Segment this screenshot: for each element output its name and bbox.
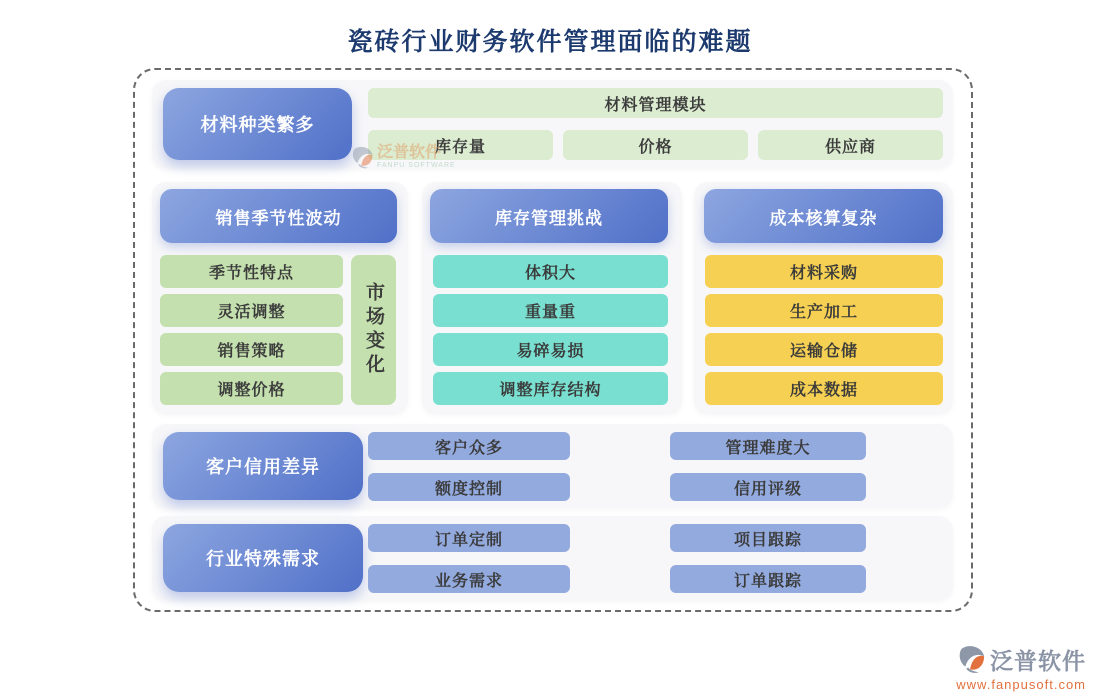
materials-module-bar: 材料管理模块: [368, 88, 943, 118]
seasonal-item-2: 销售策略: [160, 333, 343, 366]
section-seasonal: [152, 182, 408, 414]
special-item-3: 订单跟踪: [670, 565, 866, 593]
credit-header-node: 客户信用差异: [163, 432, 363, 500]
materials-header-node: 材料种类繁多: [163, 88, 352, 160]
footer-brand-block: [956, 643, 1086, 692]
footer-brand-name: 泛普软件: [990, 648, 1086, 674]
inventory-item-1: 重量重: [433, 294, 668, 327]
seasonal-item-0: 季节性特点: [160, 255, 343, 288]
seasonal-header-node: 销售季节性波动: [160, 189, 397, 243]
section-cost: [694, 182, 953, 414]
inventory-header-node: 库存管理挑战: [430, 189, 668, 243]
section-credit: [152, 424, 953, 508]
credit-item-2: 额度控制: [368, 473, 570, 501]
cost-item-2: 运输仓储: [705, 333, 943, 366]
cost-item-0: 材料采购: [705, 255, 943, 288]
inventory-item-3: 调整库存结构: [433, 372, 668, 405]
footer-url-link[interactable]: www.fanpusoft.com: [956, 677, 1086, 692]
cost-item-1: 生产加工: [705, 294, 943, 327]
inventory-item-2: 易碎易损: [433, 333, 668, 366]
cost-header-node: 成本核算复杂: [704, 189, 943, 243]
inventory-item-0: 体积大: [433, 255, 668, 288]
special-item-1: 项目跟踪: [670, 524, 866, 552]
watermark-brand: 泛普软件: [377, 144, 442, 161]
page-title: 瓷砖行业财务软件管理面临的难题: [347, 28, 753, 56]
materials-item-inventory-qty: 库存量: [368, 130, 553, 160]
seasonal-item-1: 灵活调整: [160, 294, 343, 327]
cost-item-3: 成本数据: [705, 372, 943, 405]
materials-item-supplier: 供应商: [758, 130, 943, 160]
watermark-sub: FANPU SOFTWARE: [377, 162, 456, 169]
credit-item-1: 管理难度大: [670, 432, 866, 460]
special-header-node: 行业特殊需求: [163, 524, 363, 592]
seasonal-item-3: 调整价格: [160, 372, 343, 405]
section-special: [152, 516, 953, 600]
seasonal-side-label-market-change: 市场变化: [351, 255, 396, 405]
credit-item-0: 客户众多: [368, 432, 570, 460]
materials-item-price: 价格: [563, 130, 748, 160]
fanpu-logo-icon: [956, 645, 986, 675]
section-inventory: [422, 182, 682, 414]
section-materials: [152, 80, 953, 168]
special-item-2: 业务需求: [368, 565, 570, 593]
credit-item-3: 信用评级: [670, 473, 866, 501]
special-item-0: 订单定制: [368, 524, 570, 552]
